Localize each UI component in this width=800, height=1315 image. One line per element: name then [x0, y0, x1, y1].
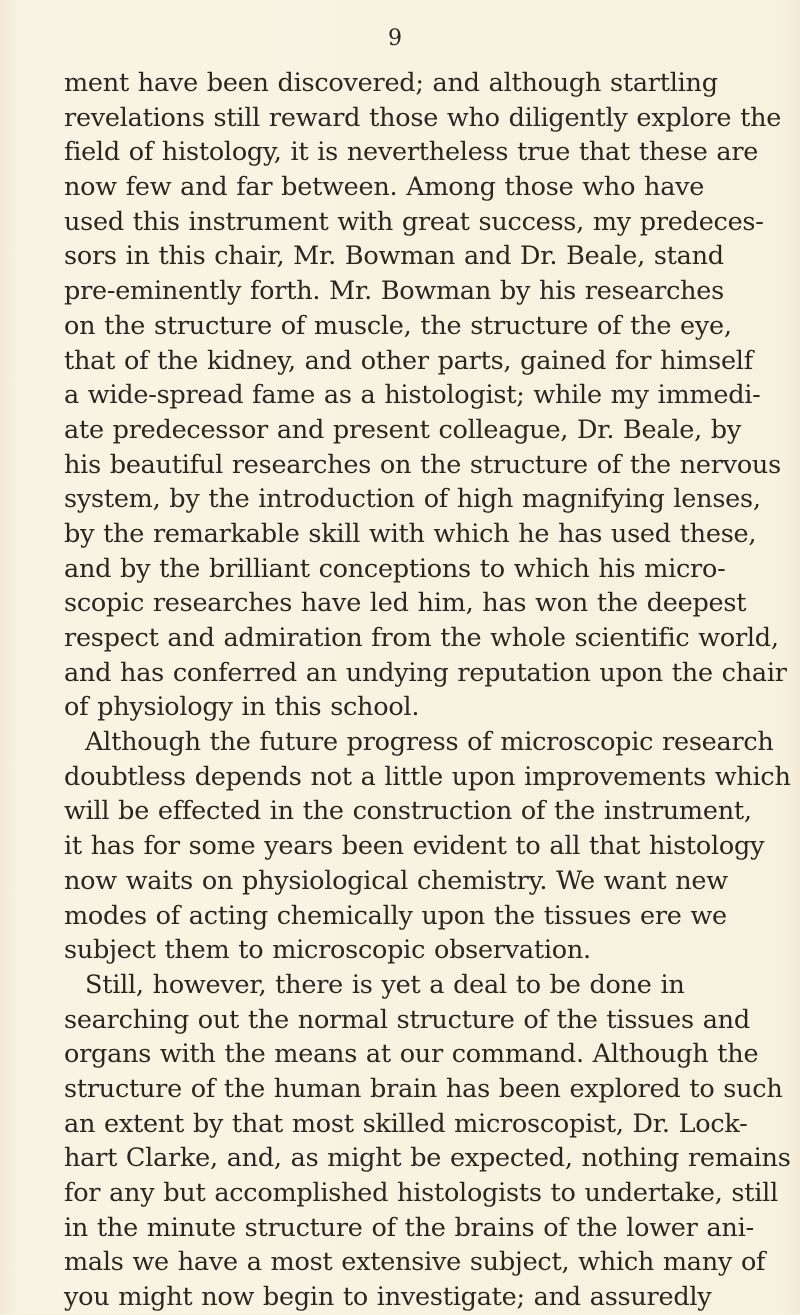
text-line: doubtless depends not a little upon improvements which: [64, 761, 791, 792]
text-line: and by the brilliant conceptions to which his micro-: [64, 553, 726, 584]
text-line: will be effected in the construction of the instrument,: [64, 796, 752, 827]
text-line: by the remarkable skill with which he has used these,: [64, 518, 757, 549]
paragraph-start-line: Although the future progress of microscopic research: [85, 727, 774, 758]
text-line: a wide-spread fame as a histologist; while my immedi-: [64, 380, 761, 411]
text-line: sors in this chair, Mr. Bowman and Dr. Beale, stand: [64, 241, 724, 272]
text-line: searching out the normal structure of the tissues and: [64, 1004, 750, 1035]
text-line: respect and admiration from the whole scientific world,: [64, 623, 779, 653]
text-line: modes of acting chemically upon the tissues ere we: [64, 900, 727, 931]
text-line: used this instrument with great success, my predeces-: [64, 206, 764, 237]
text-line: and has conferred an undying reputation upon the chair: [64, 657, 787, 688]
text-line: structure of the human brain has been explored to such: [64, 1073, 783, 1104]
text-line: in the minute structure of the brains of the lower ani-: [64, 1212, 754, 1243]
text-line: of physiology in this school.: [64, 692, 420, 723]
text-line: field of histology, it is nevertheless true that these are: [64, 137, 759, 168]
text-line: hart Clarke, and, as might be expected, nothing remains: [64, 1143, 791, 1174]
text-line: organs with the means at our command. Although the: [64, 1039, 759, 1070]
text-line: pre-eminently forth. Mr. Bowman by his researches: [64, 276, 724, 307]
text-line: on the structure of muscle, the structure of the eye,: [64, 310, 732, 341]
text-line: now few and far between. Among those who have: [64, 172, 705, 203]
text-line: his beautiful researches on the structure of the nervous: [64, 449, 781, 480]
text-line: that of the kidney, and other parts, gained for himself: [64, 345, 753, 376]
page-number: 9: [388, 26, 402, 51]
text-line: revelations still reward those who diligently explore the: [64, 102, 782, 133]
text-line: scopic researches have led him, has won the deepest: [64, 588, 747, 619]
paragraph-start-line: Still, however, there is yet a deal to be done in: [85, 969, 685, 1000]
text-line: now waits on physiological chemistry. We want new: [64, 865, 728, 896]
text-line: mals we have a most extensive subject, which many of: [64, 1247, 766, 1278]
text-line: ate predecessor and present colleague, Dr. Beale, by: [64, 414, 742, 445]
text-line: system, by the introduction of high magnifying lenses,: [64, 484, 761, 515]
text-line: subject them to microscopic observation.: [64, 935, 591, 966]
text-line: ment have been discovered; and although startling: [64, 68, 718, 98]
text-line: for any but accomplished histologists to undertake, still: [64, 1178, 778, 1208]
body-text: [64, 66, 791, 1315]
text-line: it has for some years been evident to all that histology: [64, 831, 765, 862]
text-line: an extent by that most skilled microscopist, Dr. Lock-: [64, 1108, 748, 1139]
text-line: you might now begin to investigate; and assuredly: [64, 1282, 712, 1313]
